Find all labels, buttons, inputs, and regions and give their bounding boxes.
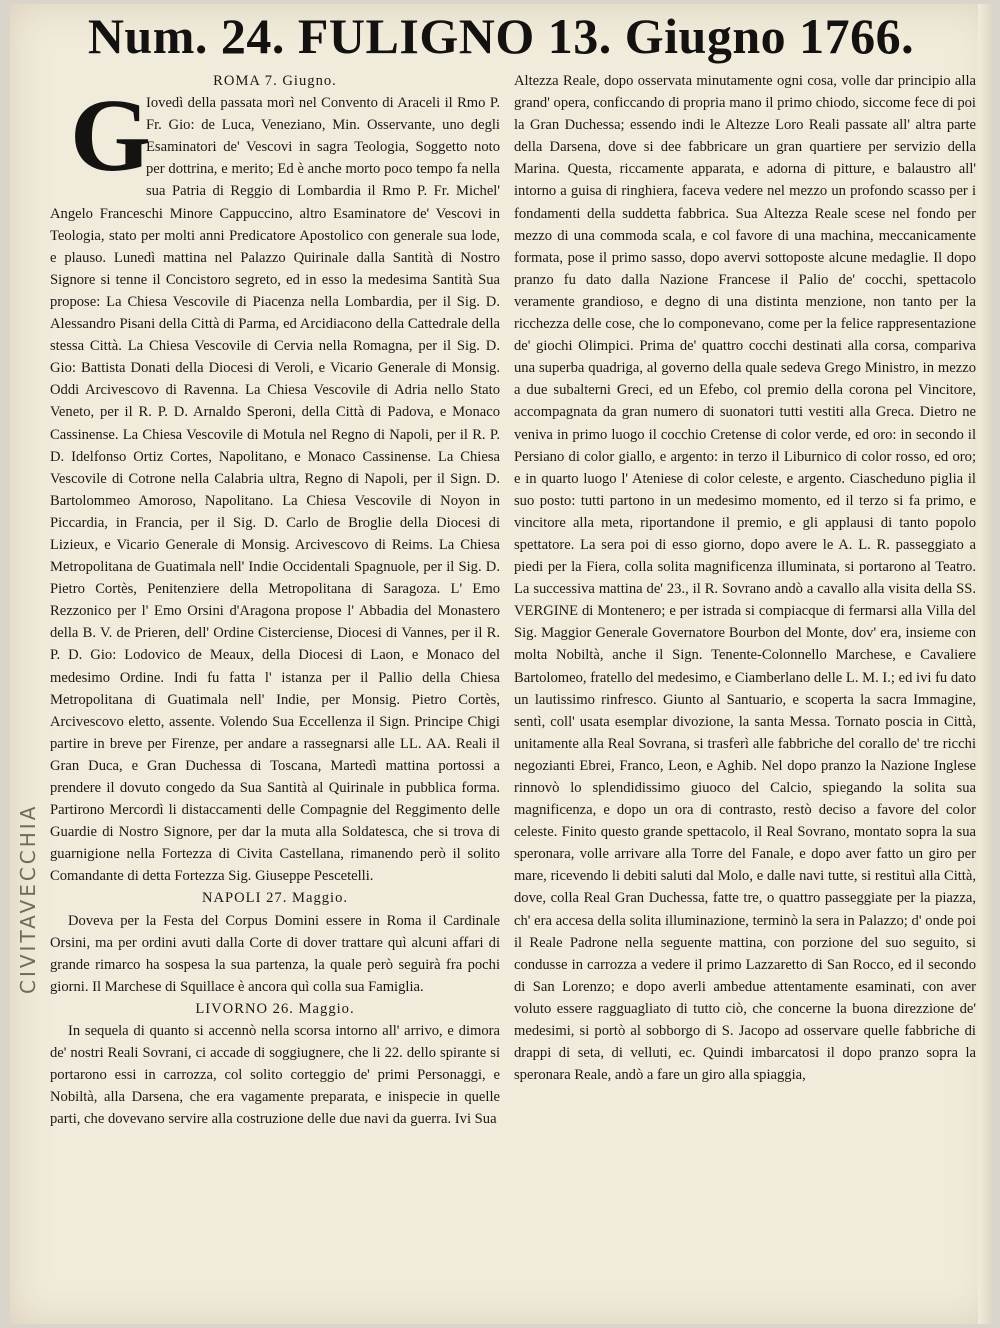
roma-article-text: Iovedì della passata morì nel Convento di Araceli il Rmo P. Fr. Gio: de Luca, Veneziano, Min. Osservante, uno degli Esaminatori de' Vescovi in sagra Teologia, Soggetto noto per dottrina, e merito; Ed è anche morto poco tempo fa nella sua Patria di Reggio di Lombardia il Rmo P. Fr. Michel' Angelo Franceschi Minore Cappuccino, altro Esaminatore de' Vescovi in Teologia, stato per molti anni Predicatore Apostolico con generale sua lode, e plauso. Lunedì mattina nel Palazzo Quirinale dalla Santità di Nostro Signore si tenne il Concistoro segreto, ed in esso la medesima Santità Sua propose: La Chiesa Vescovile di Piacenza nella Lombardia, per il Sig. D. Alessandro Pisani della Città di Parma, ed Arcidiacono della Cattedrale della stessa Città. La Chiesa Vescovile di Cervia nella Romagna, per il Sig. D. Gio: Battista Donati della Diocesi di Veroli, e Vicario Generale di Monsig. Oddi Arcivescovo di Ravenna. La Chiesa Vescovile di Adria nello Stato Veneto, per il R. P. D. Arnaldo Speroni, della Città di Padova, e Monaco Cassinense. La Chiesa Vescovile di Motula nel Regno di Napoli, per il R. P. D. Idelfonso Ortiz Cortes, Napolitano, e Monaco Cassinense. La Chiesa Vescovile di Cotrone nella Calabria ultra, Regno di Napoli, per il Sign. D. Bartolommeo Amoroso, Napolitano. La Chiesa Vescovile di Noyon in Piccardia, in Francia, per il Sig. D. Carlo de Broglie della Diocesi di Lizieux, e Vicario Generale di Monsig. Arcivescovo di Reims. La Chiesa Metropolitana de Guatimala nell' Indie Occidentali Spagnuole, per il Sig. D. Pietro Cortès, Penitenziere della Metropolitana di Saragoza. L' Emo Rezzonico per l' Emo Orsini d'Aragona propose l' Abbadia del Monastero della B. V. de Prieren, dell' Ordine Cisterciense, Diocesi di Vannes, per il R. P. D. Gio: Lodovico de Meaux, della Diocesi di Laon, e Monaco del medesimo Ordine. Indi fu fatta l' istanza per il Pallio della Chiesa Metropolitana di Guatimala nell' Indie, per Monsig. Pietro Cortès, Arcivescovo eletto, assente. Volendo Sua Eccellenza il Sign. Principe Chigi partire in breve per Firenze, per andare a rassegnarsi alle LL. AA. Reali il Gran Duca, e Gran Duchessa di Toscana, Martedì mattina portossi a prendere il dovuto congedo da Sua Santità al Quirinale in pubblica forma. Partirono Mercordì li distaccamenti delle Compagnie del Reggimento delle Guardie di Nostro Signore, per dar la muta alla Soldatesca, che si trova di guarnigione nella Fortezza di Civita Castellana, rimanendo però il solito Comandante di detta Fortezza Sig. Giuseppe Pescetelli. <box>50 95 500 885</box>
napoli-article-text: Doveva per la Festa del Corpus Domini essere in Roma il Cardinale Orsini, ma per ordini avuti dalla Corte di dover trattare quì alcuni affari di grande rimarco ha sospesa la sua partenza, la quale però seguirà fra pochi giorni. Il Marchese di Squillace è ancora quì colla sua Famiglia. <box>50 912 500 995</box>
napoli-heading: NAPOLI 27. Maggio. <box>201 890 349 907</box>
newspaper-page <box>10 4 992 1324</box>
handwritten-margin-note <box>16 614 40 994</box>
roma-heading: ROMA 7. Giugno. <box>213 73 337 89</box>
masthead-title: Num. 24. FULIGNO 13. Giugno 1766. <box>87 8 915 64</box>
drop-cap: G <box>70 78 151 194</box>
livorno-article-continued: Altezza Reale, dopo osservata minutamente ogni cosa, volle dar principio alla grand' opera, conficcando di propria mano il primo chiodo, siccome fece di poi la Gran Duchessa; essendo indi le Altezze Loro Reali passate all' altra parte della Darsena, dove si dee fabbricare un gran quartiere per servizio della Marina. Questa, riccamente apparata, e adorna di pitture, e balaustro all' intorno a guisa di ringhiera, faceva vedere nel mezzo un profondo scasso per i fondamenti della suddetta fabbrica. Sua Altezza Reale scese nel fondo per mezzo di una commoda scala, e col favore di una machina, meccanicamente formata, pose il primo sasso, dopo avervi sottoposte alcune medaglie. Il dopo pranzo fu dato dalla Nazione Francese il Palio de' cocchi, spettacolo veramente grandioso, e degno di una distinta menzione, non tanto per la ricchezza delle cose, che lo componevano, come per la felice rappresentazione de' giochi Olimpici. Prima de' quattro cocchi destinati alla corsa, compariva una superba quadriga, al governo della quale sedeva Grego Ministro, in mezzo a due subalterni Greci, ed un Efebo, col premio della corona pel Vincitore, accompagnata da gran numero di suonatori tutti vestiti alla Greca. Dietro ne veniva in primo luogo il cocchio Cretense di color verde, ed oro: in secondo il Persiano di color giallo, e argento: in terzo il Liburnico di color rosso, ed oro; e in quarto luogo l' Ateniese di color celeste, e argento. Ciascheduno piglia il suo posto: tutti partono in un medesimo momento, ed il terzo si fa primo, e vincitore alla meta, riportandone il premio, e gli applausi di tanto popolo spettatore. La sera poi di esso giorno, dopo avere le A. L. R. passeggiato a piedi per la Fiera, colla solita magnificenza illuminata, si portarono al Teatro. La successiva mattina de' 23., il R. Sovrano andò a cavallo alla visita della SS. VERGINE di Montenero; e per istrada si compiacque di fermarsi alla Villa del Sig. Maggior Generale Governatore Bourbon del Monte, dov' era, insieme con molta Nobiltà, anche il Sign. Tenente-Colonnello Marchese, e Cavaliere Bartolomeo, fratello del medesimo, e Ciamberlano delle L. M. I.; ed ivi fu dato un lautissimo rinfresco. Giunto al Santuario, e scoperta la sacra Immagine, sentì, coll' usata esemplar divozione, la santa Messa. Tornato poscia in Città, unitamente alla Real Sovrana, si trasferì alle fabbriche del corallo de' tre ricchi negozianti Ebrei, Franco, Leon, e Aghib. Nel dopo pranzo la Nazione Inglese rinnovò lo splendidissimo giuoco del Calcio, spiegando la solita sua magnificenza, e dopo un ora di contrasto, restò deciso a favore del color celeste. Finito questo grande spettacolo, il Real Sovrano, montato sopra la sua speronara, volle arrivare alla Torre del Fanale, e dopo aver fatto un giro per mare, ricevendo li debiti saluti dal Molo, e dalle navi tutte, si restituì alla Città, dove, colla Real Gran Duchessa, fatte tre, o quattro passeggiate per la piazza, ch' era accesa della solita illuminazione, terminò la sera in Palazzo; d' onde poi il Reale Padrone nella seguente mattina, con porzione del suo seguito, si condusse in carrozza a vedere il primo Lazzaretto di San Rocco, ed il secondo di San Lorenzo; e dopo averli ambedue attentamente esaminati, con aver voluto essere ragguagliato di tutto ciò, che concerne la buona direzzione de' medesimi, si portò al sobborgo di S. Jacopo ad osservare quelle fabbriche di drappi di seta, di velluti, ec. Quindi imbarcatosi il dopo pranzo sopra la speronara Reale, andò a fare un giro alla spiaggia, <box>514 73 977 1084</box>
livorno-article-text: In sequela di quanto si accennò nella scorsa intorno all' arrivo, e dimora de' nostri Reali Sovrani, ci accade di soggiugnere, che li 22. dello spirante si portarono essi in carrozza, col solito corteggio de' primi Personaggi, e Nobiltà, alla Darsena, che era vagamente preparata, e inispecie in quelle parti, che dovevano servire alla costruzione delle due navi da guerra. Ivi Sua <box>50 1023 500 1128</box>
livorno-heading: LIVORNO 26. Maggio. <box>195 1000 355 1017</box>
margin-note-text: CIVITAVECCHIA <box>16 803 40 994</box>
left-column <box>50 70 500 1131</box>
page-edge-shadow <box>978 4 992 1324</box>
right-column <box>514 70 976 1086</box>
